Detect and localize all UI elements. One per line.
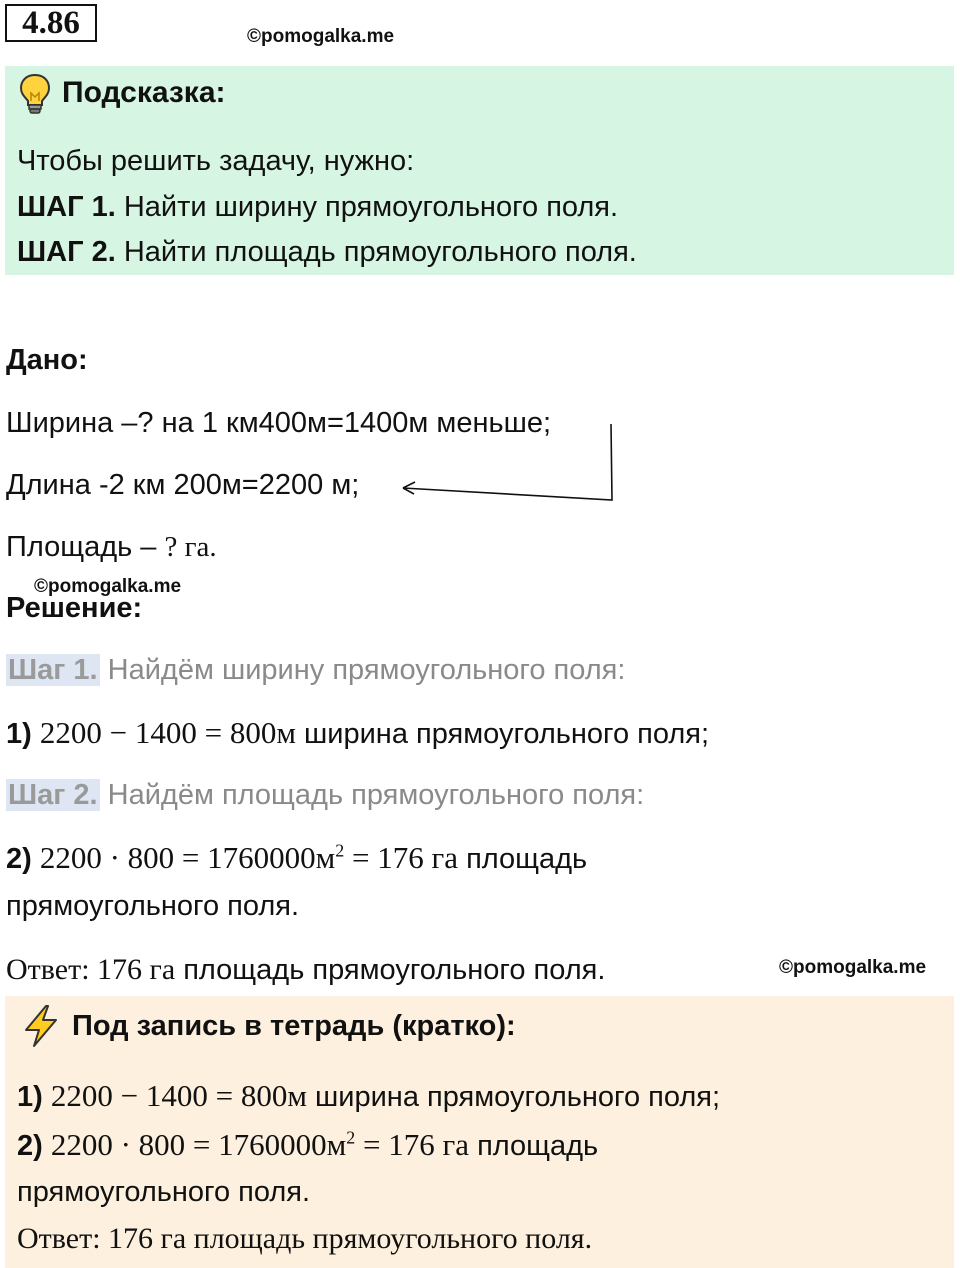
solution-step-1 <box>6 654 625 687</box>
note-eq-2-superscript: 2 <box>346 1127 356 1148</box>
watermark-3: ©pomogalka.me <box>779 957 927 978</box>
hint-title: Подсказка: <box>62 76 226 109</box>
step-2-label: Шаг 2. <box>8 779 98 811</box>
hint-step-2 <box>17 236 637 269</box>
given-area-unit: ? га. <box>164 531 217 563</box>
eq-1-number: 1) <box>6 718 32 750</box>
eq-1-text: ширина прямоугольного поля; <box>295 718 710 750</box>
hint-step-2-label: ШАГ 2. <box>17 236 116 268</box>
eq-2-text-b: прямоугольного поля. <box>6 890 300 922</box>
given-length: Длина -2 км 200м=2200 м; <box>6 469 360 501</box>
note-eq-1-math: 2200 − 1400 = 800м <box>50 1078 307 1113</box>
note-eq-2-math-b: = 176 га <box>355 1127 470 1162</box>
solution-step-2 <box>6 779 644 812</box>
step-2-text: Найдём площадь прямоугольного поля: <box>99 779 645 811</box>
notebook-eq-2 <box>17 1127 598 1163</box>
note-eq-2-text-a: площадь <box>469 1130 599 1162</box>
note-eq-2-text-b: прямоугольного поля. <box>17 1176 311 1208</box>
answer-label: Ответ: 176 га <box>6 953 176 986</box>
eq-2-math-b: = 176 га <box>344 840 459 875</box>
note-eq-2-math-a: 2200 · 800 = 1760000м <box>50 1127 347 1162</box>
solution-answer <box>6 953 605 987</box>
answer-text: площадь прямоугольного поля. <box>175 954 606 986</box>
watermark: ©pomogalka.me <box>247 26 395 47</box>
notebook-title: Под запись в тетрадь (кратко): <box>72 1010 516 1042</box>
notebook-eq-1 <box>17 1078 720 1114</box>
watermark-2: ©pomogalka.me <box>34 576 182 597</box>
given-area-label: Площадь – <box>6 531 165 563</box>
problem-number: 4.86 <box>5 4 97 42</box>
hint-step-1-text: Найти ширину прямоугольного поля. <box>115 191 619 223</box>
solution-title: Решение: <box>6 592 143 624</box>
given-title: Дано: <box>6 344 88 376</box>
hint-step-1 <box>17 191 618 224</box>
arrow-connector-icon <box>395 420 620 510</box>
solution-eq-1 <box>6 715 709 751</box>
solution-eq-2 <box>6 840 587 876</box>
note-eq-1-number: 1) <box>17 1081 43 1113</box>
note-eq-1-text: ширина прямоугольного поля; <box>306 1081 721 1113</box>
step-1-label: Шаг 1. <box>8 654 98 686</box>
eq-2-superscript: 2 <box>335 840 345 861</box>
lightbulb-icon <box>18 73 52 115</box>
given-area <box>6 531 217 564</box>
eq-2-text-a: площадь <box>458 843 588 875</box>
eq-1-math: 2200 − 1400 = 800м <box>39 715 296 750</box>
hint-step-2-text: Найти площадь прямоугольного поля. <box>115 236 637 268</box>
eq-2-number: 2) <box>6 843 32 875</box>
step-1-text: Найдём ширину прямоугольного поля: <box>99 654 626 686</box>
notebook-answer: Ответ: 176 га площадь прямоугольного поля. <box>17 1222 593 1255</box>
given-width: Ширина –? на 1 км400м=1400м меньше; <box>6 407 552 439</box>
hint-intro: Чтобы решить задачу, нужно: <box>17 145 415 177</box>
hint-step-1-label: ШАГ 1. <box>17 191 116 223</box>
eq-2-math-a: 2200 · 800 = 1760000м <box>39 840 336 875</box>
note-eq-2-number: 2) <box>17 1130 43 1162</box>
lightning-icon <box>20 1004 62 1048</box>
